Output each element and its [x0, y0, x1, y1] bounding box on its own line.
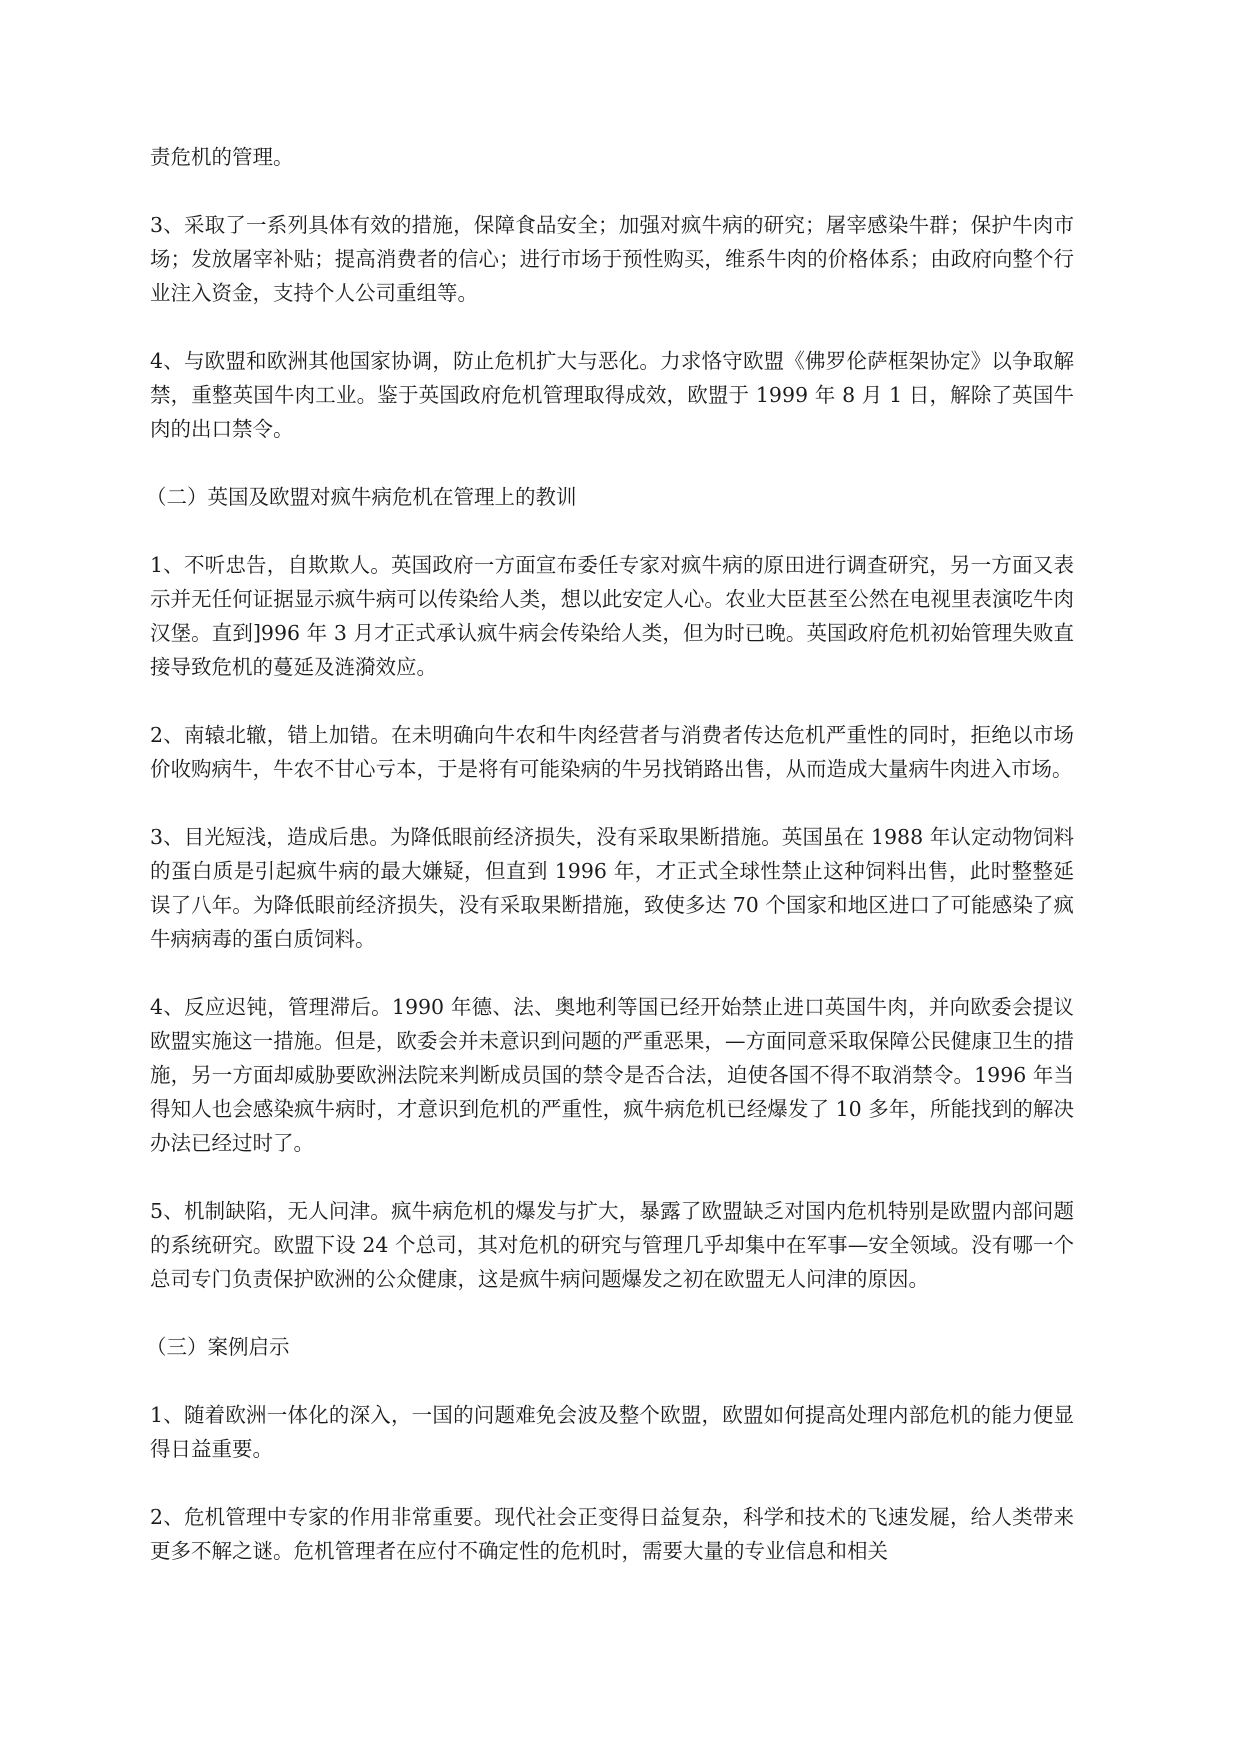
- section-heading-lessons: （二）英国及欧盟对疯牛病危机在管理上的教训: [146, 485, 577, 509]
- paragraph-measures-4: 4、与欧盟和欧洲其他国家协调，防止危机扩大与恶化。力求恪守欧盟《佛罗伦萨框架协定》以争取解禁，重整英国牛肉工业。鉴于英国政府危机管理取得成效，欧盟于 1999 年 8 月 1 日，解除了英国牛肉的出口禁令。: [150, 349, 1074, 441]
- paragraph-insight-1: 1、随着欧洲一体化的深入，一国的问题难免会波及整个欧盟，欧盟如何提高处理内部危机的能力便显得日益重要。: [150, 1403, 1074, 1461]
- paragraph-lesson-5: 5、机制缺陷，无人问津。疯牛病危机的爆发与扩大，暴露了欧盟缺乏对国内危机特别是欧盟内部问题的系统研究。欧盟下设 24 个总司，其对危机的研究与管理几乎却集中在军事—安全领域。没有哪一个总司专门负责保护欧洲的公众健康，这是疯牛病问题爆发之初在欧盟无人问津的原因。: [150, 1199, 1074, 1291]
- paragraph-lesson-3: 3、目光短浅，造成后患。为降低眼前经济损失，没有采取果断措施。英国虽在 1988 年认定动物饲料的蛋白质是引起疯牛病的最大嫌疑，但直到 1996 年，才正式全球性禁止这种饲料出售，此时整整延误了八年。为降低眼前经济损失，没有采取果断措施，致使多达 70 个国家和地区进口了可能感染了疯牛病病毒的蛋白质饲料。: [150, 825, 1074, 951]
- paragraph-lesson-4: 4、反应迟钝，管理滞后。1990 年德、法、奥地利等国已经开始禁止进口英国牛肉，并向欧委会提议欧盟实施这一措施。但是，欧委会并未意识到问题的严重恶果，—方面同意采取保障公民健康卫生的措施，另一方面却威胁要欧洲法院来判断成员国的禁令是否合法，迫使各国不得不取消禁令。1996 年当得知人也会感染疯牛病时，才意识到危机的严重性，疯牛病危机已经爆发了 10 多年，所能找到的解决办法已经过时了。: [150, 995, 1074, 1155]
- document-page: [146, 140, 1074, 1602]
- paragraph-crisis-management-end: 责危机的管理。: [150, 145, 294, 169]
- paragraph-lesson-1: 1、不听忠告，自欺欺人。英国政府一方面宣布委任专家对疯牛病的原田进行调查研究，另一方面又表示并无任何证据显示疯牛病可以传染给人类，想以此安定人心。农业大臣甚至公然在电视里表演吃牛肉汉堡。直到]996 年 3 月才正式承认疯牛病会传染给人类，但为时已晚。英国政府危机初始管理失败直接导致危机的蔓延及涟漪效应。: [150, 553, 1074, 679]
- section-heading-insights: （三）案例启示: [146, 1335, 290, 1359]
- paragraph-insight-2: 2、危机管理中专家的作用非常重要。现代社会正变得日益复杂，科学和技术的飞速发屣，给人类带来更多不解之谜。危机管理者在应付不确定性的危机时，需要大量的专业信息和相关: [150, 1505, 1074, 1563]
- paragraph-lesson-2: 2、南辕北辙，错上加错。在未明确向牛农和牛肉经营者与消费者传达危机严重性的同时，拒绝以市场价收购病牛，牛农不甘心亏本，于是将有可能染病的牛另找销路出售，从而造成大量病牛肉进入市场。: [150, 723, 1074, 781]
- paragraph-measures-3: 3、采取了一系列具体有效的措施，保障食品安全；加强对疯牛病的研究；屠宰感染牛群；保护牛肉市场；发放屠宰补贴；提高消费者的信心；进行市场于预性购买，维系牛肉的价格体系；由政府向整个行业注入资金，支持个人公司重组等。: [150, 213, 1074, 305]
